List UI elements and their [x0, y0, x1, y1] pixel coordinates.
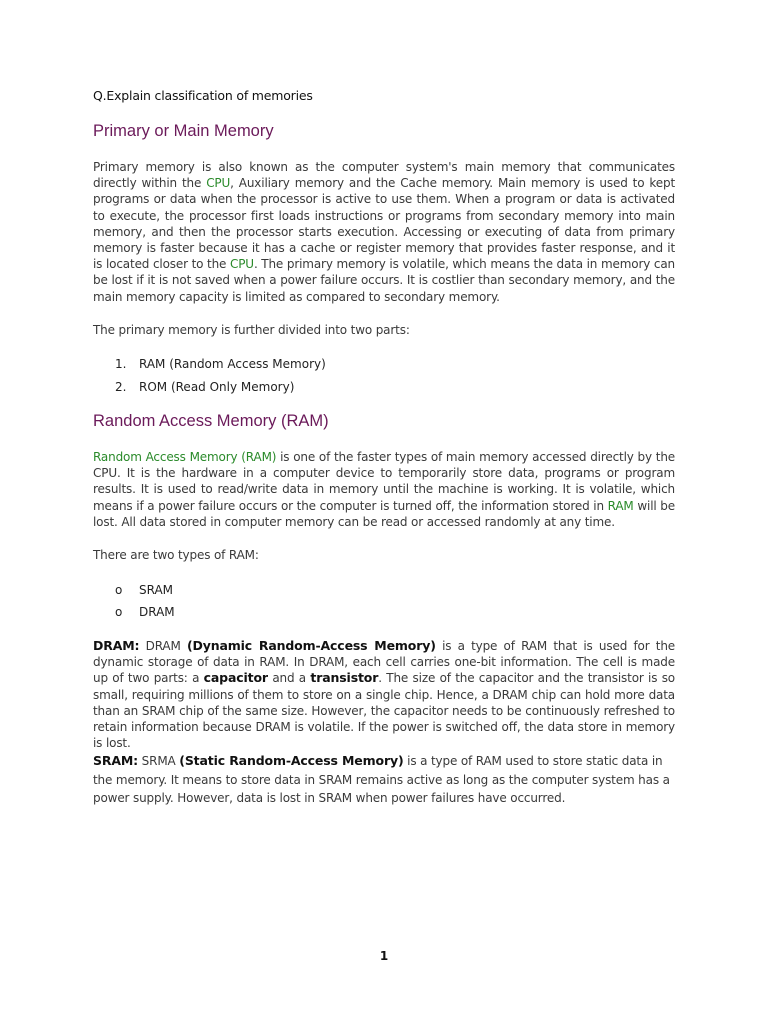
cpu-link[interactable]: CPU [229, 257, 254, 272]
list-item-text: RAM (Random Access Memory) [139, 357, 326, 371]
page-number: 1 [379, 949, 389, 963]
ram-link[interactable]: Random Access Memory (RAM) [93, 450, 277, 464]
primary-divided-paragraph: The primary memory is further divided into two parts: [93, 323, 410, 337]
heading-primary-memory: Primary or Main Memory [93, 122, 274, 140]
text-run: is one of the faster types of main memory accessed directly by the CPU. It is the hardware in a computer device to temporarily store data, programs or program results. It is used to read/write data in memory until the machine is working. It is volatile, which means if a power failure occurs or the computer is turned off, the information stored in [93, 450, 676, 513]
text-run: . The size of the capacitor and the transistor is so small, requiring millions of them to store on a single chip. Hence, a DRAM chip can hold more data than an SRAM chip of the same size. However, the capacitor needs to be continuously refreshed to retain information because DRAM is volatile. If the power is switched off, the data store in memory is lost. [93, 671, 675, 751]
list-item [93, 380, 294, 394]
question-title: Q.Explain classification of memories [93, 88, 313, 103]
ram-paragraph [93, 449, 675, 530]
list-marker: o [115, 605, 123, 619]
list-item-text: SRAM [139, 583, 174, 597]
ram-types-intro: There are two types of RAM: [93, 548, 259, 562]
text-run: . The primary memory is volatile, which means the data in memory can be lost if it is not saved when a power failure occurs. It is costlier than secondary memory, and the main memory capacity is limited as compared to secondary memory. [93, 257, 675, 304]
sram-paragraph [93, 752, 675, 808]
heading-ram: Random Access Memory (RAM) [93, 412, 329, 430]
list-item-text: ROM (Read Only Memory) [139, 380, 295, 394]
text-run: is a type of RAM used to store static data in the memory. It means to store data in SRAM remains active as long as the computer system has a power supply. However, data is lost in SRAM when power failures have occurred. [93, 754, 670, 805]
list-item [93, 357, 326, 371]
cpu-link[interactable]: CPU [206, 176, 231, 191]
text-run: is a type of RAM that is used for the dynamic storage of data in RAM. In DRAM, each cell carries one-bit information. The cell is made up of two parts: a [93, 639, 676, 686]
list-marker: 2. [115, 380, 127, 394]
list-item-text: DRAM [139, 605, 175, 619]
list-item [93, 583, 173, 597]
sram-label: SRAM: [93, 753, 138, 768]
text-run: DRAM [139, 639, 187, 653]
bold-term: transistor [310, 670, 379, 686]
list-item [93, 605, 175, 619]
dram-paragraph [93, 638, 675, 751]
dram-label: DRAM: [93, 638, 140, 653]
text-run: , Auxiliary memory and the Cache memory. Main memory is used to kept programs or data when the processor is active to use them. When a program or data is activated to execute, the processor first loads instructions or programs from secondary memory into main memory, and then the processor starts execution. Accessing or executing of data from primary memory is faster because it has a cache or register memory that provides faster response, and it is located closer to the [93, 176, 675, 272]
bold-term: capacitor [203, 670, 268, 686]
text-run: and a [267, 671, 311, 686]
list-marker: 1. [115, 357, 127, 371]
list-marker: o [115, 583, 123, 597]
text-run: will be lost. All data stored in computer memory can be read or accessed randomly at any time. [93, 498, 676, 529]
primary-memory-paragraph [93, 159, 675, 305]
text-run: SRMA [138, 754, 180, 768]
ram-link[interactable]: RAM [607, 498, 634, 513]
dram-fullname: (Dynamic Random-Access Memory) [186, 638, 436, 653]
sram-fullname: (Static Random-Access Memory) [179, 753, 404, 768]
text-run: Primary memory is also known as the computer system's main memory that communicates directly within the [93, 160, 675, 191]
